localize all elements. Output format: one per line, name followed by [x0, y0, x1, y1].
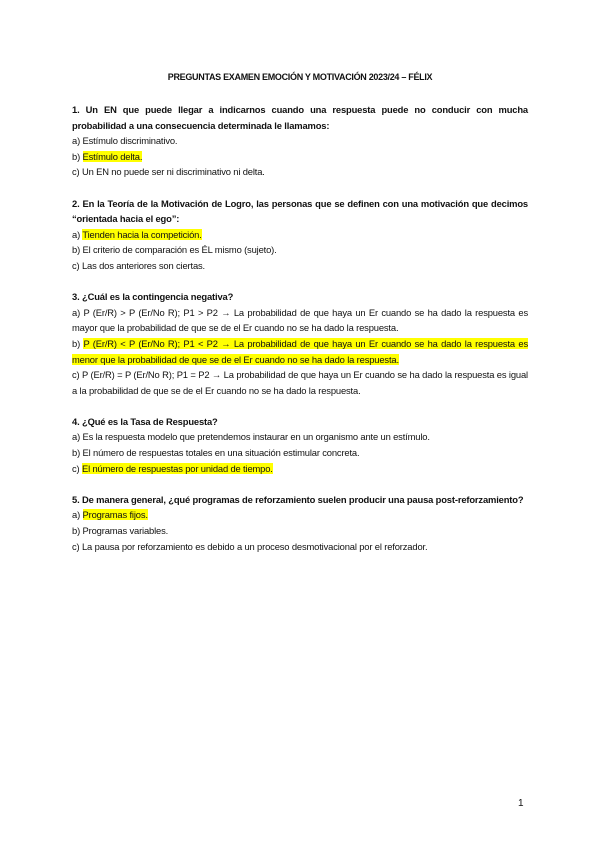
- option-text: Es la respuesta modelo que pretendemos instaurar en un organismo ante un estímulo.: [82, 431, 430, 443]
- question-body: ¿Cuál es la contingencia negativa?: [82, 291, 234, 303]
- question-3: [72, 289, 528, 398]
- option-label: a): [72, 431, 81, 443]
- option-a: [72, 429, 528, 445]
- question-number: 1.: [72, 104, 80, 115]
- question-5: [72, 492, 528, 554]
- question-text: [72, 102, 528, 133]
- option-text: Un EN no puede ser ni discriminativo ni delta.: [81, 166, 265, 178]
- question-list: [72, 102, 528, 570]
- option-a: [72, 227, 528, 243]
- option-a: [72, 305, 528, 336]
- question-number: 5.: [72, 493, 80, 505]
- option-c: [72, 258, 528, 274]
- option-label: b): [72, 150, 81, 162]
- option-label: a): [72, 509, 81, 521]
- correct-answer-text: P (Er/R) < P (Er/No R); P1 < P2 → La probabilidad de que haya un Er cuando se ha dado la respuesta es menor que la probabilidad de que se de el Er cuando no se ha dado la respuesta.: [72, 337, 528, 365]
- correct-answer-text: Programas fijos.: [82, 509, 148, 521]
- option-c: [72, 164, 528, 180]
- option-label: b): [72, 525, 81, 537]
- question-text: [72, 492, 528, 508]
- option-label: b): [72, 447, 81, 459]
- option-c: [72, 539, 528, 555]
- option-label: b): [72, 244, 81, 256]
- question-number: 3.: [72, 291, 80, 303]
- option-label: c): [72, 166, 80, 178]
- option-c: [72, 461, 528, 477]
- option-c: [72, 367, 528, 398]
- option-text: P (Er/R) > P (Er/No R); P1 > P2 → La probabilidad de que haya un Er cuando se ha dado la respuesta es mayor que la probabilidad de que se de el Er cuando no se ha dado la respuesta.: [72, 306, 528, 334]
- option-label: c): [72, 462, 80, 474]
- question-number: 2.: [72, 197, 80, 209]
- question-body: ¿Qué es la Tasa de Respuesta?: [82, 415, 218, 427]
- question-body: De manera general, ¿qué programas de reforzamiento suelen producir una pausa post-reforzamiento?: [82, 493, 524, 505]
- option-label: a): [72, 306, 81, 318]
- document-title: PREGUNTAS EXAMEN EMOCIÓN Y MOTIVACIÓN 2023/24 – FÉLIX: [167, 72, 433, 82]
- option-label: c): [72, 259, 80, 271]
- correct-answer-text: Estímulo delta.: [82, 150, 143, 162]
- question-number: 4.: [72, 415, 80, 427]
- option-b: [72, 242, 528, 258]
- question-body: En la Teoría de la Motivación de Logro, las personas que se definen con una motivación que decimos “orientada hacia el ego”:: [72, 197, 528, 225]
- question-text: [72, 414, 528, 430]
- option-text: Las dos anteriores son ciertas.: [81, 259, 206, 271]
- option-label: c): [72, 369, 80, 381]
- question-2: [72, 196, 528, 274]
- option-a: [72, 507, 528, 523]
- question-text: [72, 289, 528, 305]
- option-text: El número de respuestas totales en una situación estimular concreta.: [82, 447, 360, 459]
- option-b: [72, 149, 528, 165]
- option-b: [72, 445, 528, 461]
- page-number: 1: [518, 798, 524, 809]
- question-text: [72, 196, 528, 227]
- question-body: Un EN que puede llegar a indicarnos cuando una respuesta puede no conducir con mucha probabilidad a una consecuencia determinada le llamamos:: [72, 104, 528, 131]
- option-text: Programas variables.: [82, 525, 169, 537]
- option-text: Estímulo discriminativo.: [82, 135, 178, 147]
- option-a: [72, 133, 528, 149]
- correct-answer-text: Tienden hacia la competición.: [82, 228, 202, 240]
- option-label: a): [72, 135, 81, 147]
- option-text: El criterio de comparación es ÉL mismo (sujeto).: [82, 244, 277, 256]
- option-text: La pausa por reforzamiento es debido a un proceso desmotivacional por el reforzador.: [81, 540, 428, 552]
- option-b: [72, 523, 528, 539]
- question-1: [72, 102, 528, 180]
- option-text: P (Er/R) = P (Er/No R); P1 = P2 → La probabilidad de que haya un Er cuando se ha dado la respuesta es igual a la probabilidad de que se de el Er cuando no se ha dado la respuesta.: [72, 369, 528, 396]
- option-label: a): [72, 228, 81, 240]
- option-label: c): [72, 540, 80, 552]
- option-label: b): [72, 337, 81, 349]
- question-4: [72, 414, 528, 476]
- correct-answer-text: El número de respuestas por unidad de tiempo.: [81, 462, 273, 474]
- option-b: [72, 336, 528, 367]
